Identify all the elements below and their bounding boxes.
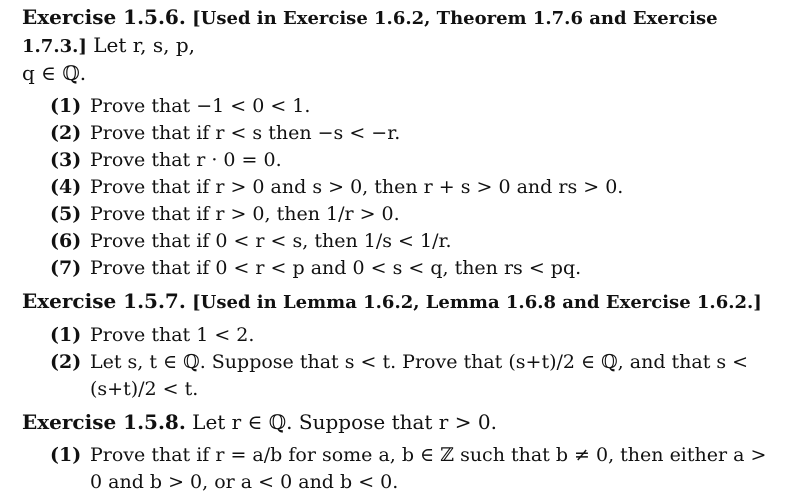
exercise-item [50, 442, 780, 496]
exercise-item-list [22, 93, 780, 282]
exercise-heading [22, 4, 780, 87]
exercise-1-5-7 [22, 288, 780, 403]
item-text: Prove that r · 0 = 0. [90, 149, 282, 171]
exercise-statement: Let r ∈ ℚ. Suppose that r > 0. [192, 410, 497, 434]
exercise-item [50, 120, 780, 147]
exercise-number: Exercise 1.5.8. [22, 410, 186, 434]
exercise-statement: Let r, s, p, [93, 33, 195, 57]
exercise-statement-cont: q ∈ ℚ. [22, 61, 87, 85]
exercise-heading [22, 409, 780, 436]
item-marker: (3) [50, 149, 82, 171]
exercise-number: Exercise 1.5.7. [22, 289, 186, 313]
exercise-item-list [22, 442, 780, 496]
item-text: Let s, t ∈ ℚ. Suppose that s < t. Prove that (s+t)/2 ∈ ℚ, and that s < (s+t)/2 < t. [90, 351, 749, 400]
exercise-usage-note: [Used in Exercise 1.6.2, Theorem 1.7.6 and Exercise 1.7.3.] [22, 8, 718, 57]
exercise-item [50, 255, 780, 282]
item-text: Prove that if r = a/b for some a, b ∈ ℤ such that b ≠ 0, then either a > 0 and b > 0, or a < 0 and b < 0. [90, 444, 767, 493]
item-marker: (6) [50, 230, 82, 252]
exercise-1-5-6 [22, 4, 780, 282]
item-marker: (7) [50, 257, 82, 279]
item-text: Prove that if 0 < r < s, then 1/s < 1/r. [90, 230, 452, 252]
item-text: Prove that −1 < 0 < 1. [90, 95, 311, 117]
exercise-usage-note: [Used in Lemma 1.6.2, Lemma 1.6.8 and Exercise 1.6.2.] [192, 292, 762, 313]
exercise-item [50, 322, 780, 349]
exercise-item [50, 201, 780, 228]
exercise-item [50, 349, 780, 403]
item-marker: (4) [50, 176, 82, 198]
item-marker: (2) [50, 122, 82, 144]
exercise-item [50, 228, 780, 255]
item-marker: (1) [50, 95, 82, 117]
item-marker: (2) [50, 351, 82, 373]
item-text: Prove that if r > 0 and s > 0, then r + s > 0 and rs > 0. [90, 176, 624, 198]
exercise-item [50, 93, 780, 120]
exercise-heading [22, 288, 780, 316]
item-marker: (1) [50, 444, 82, 466]
exercise-item-list [22, 322, 780, 403]
item-text: Prove that if 0 < r < p and 0 < s < q, then rs < pq. [90, 257, 582, 279]
item-text: Prove that if r > 0, then 1/r > 0. [90, 203, 400, 225]
exercise-item [50, 147, 780, 174]
exercise-1-5-8 [22, 409, 780, 496]
exercise-item [50, 174, 780, 201]
item-marker: (1) [50, 324, 82, 346]
exercise-number: Exercise 1.5.6. [22, 5, 186, 29]
item-text: Prove that 1 < 2. [90, 324, 255, 346]
item-marker: (5) [50, 203, 82, 225]
item-text: Prove that if r < s then −s < −r. [90, 122, 401, 144]
